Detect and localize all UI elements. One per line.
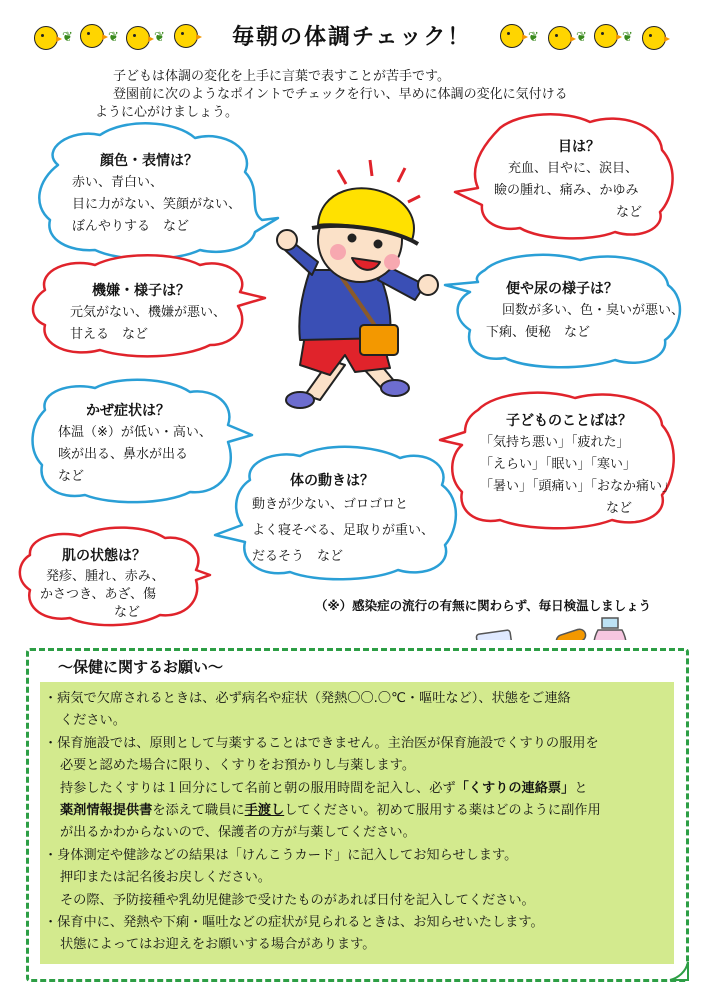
care-line: 押印または記名後お戻しください。 xyxy=(60,870,271,886)
bubble-title: 便や尿の様子は？ xyxy=(506,281,618,297)
care-title: ～保健に関するお願い～ xyxy=(58,658,224,676)
bubble-line: など xyxy=(58,469,85,484)
bubble-line: 下痢、便秘 など xyxy=(486,325,591,340)
bubble-title: 体の動きは？ xyxy=(290,473,374,489)
bubble-title: かぜ症状は？ xyxy=(86,403,170,419)
care-line xyxy=(44,800,672,822)
bubble-eyes-text xyxy=(494,136,643,224)
sprout-icon: ❦ xyxy=(154,30,165,45)
bubble-line: 赤い、青白い、 xyxy=(72,175,164,190)
child-illustration xyxy=(277,160,438,408)
care-line: ・保育中に、発熱や下痢・嘔吐などの症状が見られるときは、お知らせいたします。 xyxy=(44,915,544,931)
child-cheek xyxy=(384,254,400,270)
medicine-illustration xyxy=(476,618,627,640)
care-text xyxy=(44,688,672,957)
bubble-line: など xyxy=(616,205,643,220)
bubble-face-text xyxy=(72,150,241,238)
bubble-line: 「えらい」「眠い」「寒い」 xyxy=(480,457,637,472)
page-curl-icon xyxy=(668,960,692,984)
child-hand xyxy=(418,275,438,295)
bubble-line: など xyxy=(606,501,633,516)
bubble-line: 体温（※）が低い・高い、 xyxy=(58,425,212,440)
bubble-line: 元気がない、機嫌が悪い、 xyxy=(70,305,227,320)
care-line: ください。 xyxy=(60,713,126,729)
child-eye xyxy=(375,241,382,248)
bubble-line: 甘える など xyxy=(70,327,149,342)
bubble-line: 動きが少ない、ゴロゴロと xyxy=(252,497,409,512)
bubble-stool-text xyxy=(486,278,684,344)
page-title: 毎朝の体調チェック！ xyxy=(232,25,472,50)
bubble-line: など xyxy=(114,605,141,620)
bubble-line: 目に力がない、笑顔がない、 xyxy=(72,197,242,212)
bubble-line: 発疹、腫れ、赤み、 xyxy=(46,569,165,584)
care-line: ・保育施設では、原則として与薬することはできません。主治医が保育施設でくすりの服用を xyxy=(44,735,599,751)
bubble-title: 肌の状態は？ xyxy=(62,548,146,564)
syrup-bottle-icon xyxy=(593,630,627,640)
bubble-cold-text xyxy=(58,400,212,488)
care-text-segment: 持参したくすりは１回分にして名前と朝の服用時間を記入し、必ず xyxy=(60,780,456,796)
bubble-line: 充血、目やに、涙目、 xyxy=(508,161,639,176)
bubble-mood-text xyxy=(70,280,226,346)
syrup-bottle-cap xyxy=(602,618,618,628)
sprout-icon: ❦ xyxy=(622,30,633,45)
temperature-note: （※）感染症の流行の有無に関わらず、毎日検温しましょう xyxy=(315,598,652,613)
sprout-icon: ❦ xyxy=(528,30,539,45)
sprout-icon: ❦ xyxy=(62,30,73,45)
bubble-title: 子どものことばは？ xyxy=(506,413,632,429)
care-line: ・病気で欠席されるときは、必ず病名や症状（発熱〇〇.〇℃・嘔吐など）、状態をご連絡 xyxy=(44,691,571,706)
bubble-line: だるそう など xyxy=(252,549,344,564)
bubble-words-text xyxy=(480,410,675,520)
bubble-title: 顔色・表情は？ xyxy=(100,153,198,169)
bubble-line: 回数が多い、色・臭いが悪い、 xyxy=(502,303,685,318)
child-hand xyxy=(277,230,297,250)
intro-line: ように心がけましょう。 xyxy=(95,105,239,120)
child-shoe xyxy=(286,392,314,408)
bubble-line: かさつき、あざ、傷 xyxy=(40,587,156,602)
care-line: その際、予防接種や乳幼児健診で受けたものがあれば日付を記入してください。 xyxy=(60,892,535,908)
child-cheek xyxy=(330,244,346,260)
drug-info-label: 薬剤情報提供書 xyxy=(60,803,153,819)
child-bag xyxy=(360,325,398,355)
care-line: ・身体測定や健診などの結果は「けんこうカード」に記入してお知らせします。 xyxy=(44,847,518,863)
bubble-title: 機嫌・様子は？ xyxy=(92,283,190,299)
intro-line: 子どもは体調の変化を上手に言葉で表すことが苦手です。 xyxy=(113,69,450,84)
capsule-icon xyxy=(555,628,587,640)
sprout-icon: ❦ xyxy=(576,30,587,45)
child-eye xyxy=(349,235,356,242)
bubble-skin-text xyxy=(40,544,165,622)
bubble-body-text xyxy=(252,470,434,570)
bubble-line: 瞼の腫れ、痛み、かゆみ xyxy=(494,183,639,198)
bubble-line: ぼんやりする など xyxy=(72,219,190,234)
intro-line: 登園前に次のようなポイントでチェックを行い、早めに体調の変化に気付ける xyxy=(113,87,568,102)
bubble-line: 「暑い」「頭痛い」「おなか痛い」 xyxy=(480,479,676,494)
care-text-segment: してください。初めて服用する薬はどのように副作用 xyxy=(284,803,601,819)
care-text-segment: と xyxy=(574,780,588,796)
medicine-form-label: 「くすりの連絡票」 xyxy=(455,780,575,796)
bubble-line: 咳が出る、鼻水が出る xyxy=(58,447,189,462)
care-line: 必要と認めた場合に限り、くすりをお預かりし与薬します。 xyxy=(60,758,416,774)
bubble-line: よく寝そべる、足取りが重い、 xyxy=(252,523,435,538)
care-line xyxy=(44,778,672,800)
child-shoe xyxy=(381,380,409,396)
bubble-line: 「気持ち悪い」「疲れた」 xyxy=(480,435,630,450)
medicine-sachet-icon xyxy=(476,630,514,640)
bubble-title: 目は？ xyxy=(558,139,600,155)
care-text-segment: を添えて職員に xyxy=(152,803,245,819)
care-line: が出るかわからないので、保護者の方が与薬してください。 xyxy=(60,825,416,841)
sprout-icon: ❦ xyxy=(108,30,119,45)
handover-label: 手渡し xyxy=(244,803,285,819)
care-line: 状態によってはお迎えをお願いする場合があります。 xyxy=(60,937,376,953)
